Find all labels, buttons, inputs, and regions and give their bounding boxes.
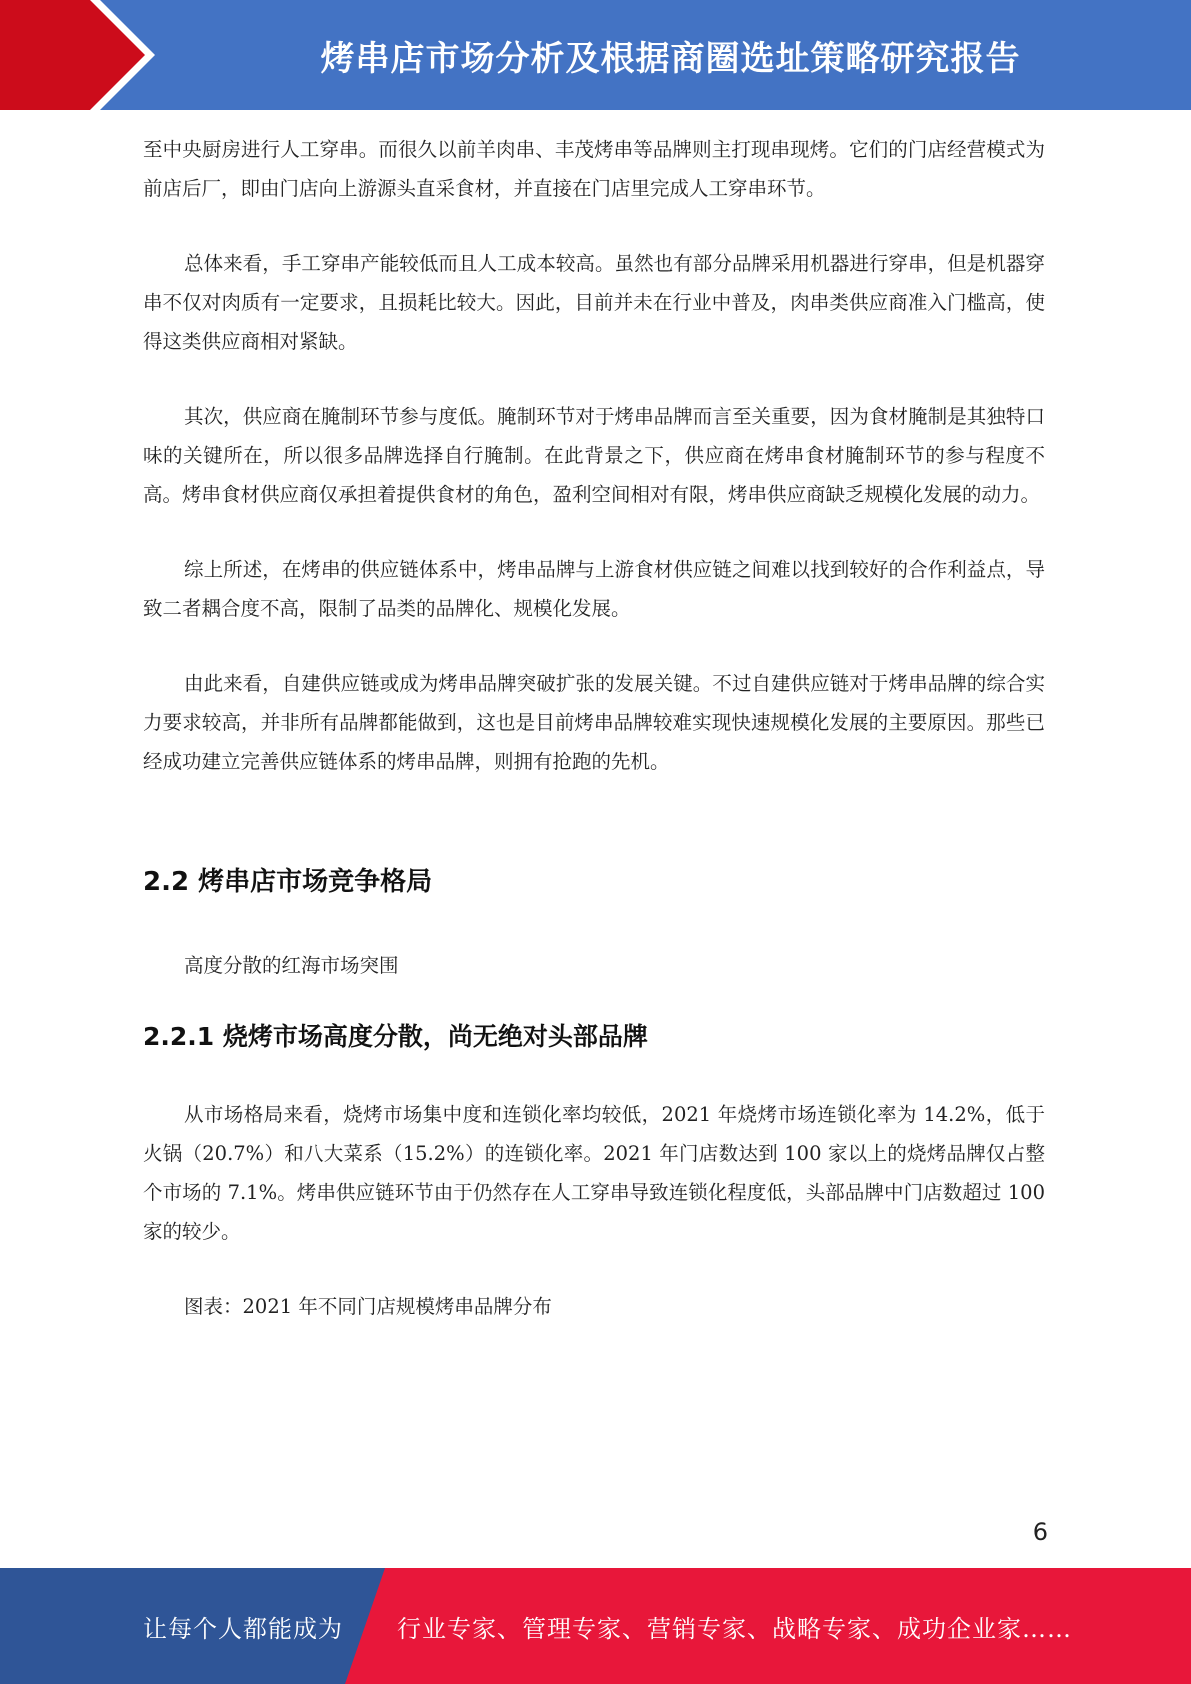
page-number: 6 <box>1032 1518 1048 1546</box>
paragraph-3: 其次，供应商在腌制环节参与度低。腌制环节对于烤串品牌而言至关重要，因为食材腌制是其独特口味的关键所在，所以很多品牌选择自行腌制。在此背景之下，供应商在烤串食材腌制环节的参与程度不高。烤串食材供应商仅承担着提供食材的角色，盈利空间相对有限，烤串供应商缺乏规模化发展的动力。 <box>143 405 1045 506</box>
section-intro: 高度分散的红海市场突围 <box>184 954 399 977</box>
document-title: 烤串店市场分析及根据商圈选址策略研究报告 <box>320 38 1021 79</box>
footer-slogan-right: 行业专家、管理专家、营销专家、战略专家、成功企业家…… <box>397 1614 1072 1643</box>
paragraph-1: 至中央厨房进行人工穿串。而很久以前羊肉串、丰茂烤串等品牌则主打现串现烤。它们的门店经营模式为前店后厂，即由门店向上游源头直采食材，并直接在门店里完成人工穿串环节。 <box>143 138 1045 200</box>
paragraph-4: 综上所述，在烤串的供应链体系中，烤串品牌与上游食材供应链之间难以找到较好的合作利益点，导致二者耦合度不高，限制了品类的品牌化、规模化发展。 <box>143 558 1045 620</box>
paragraph-5: 由此来看，自建供应链或成为烤串品牌突破扩张的发展关键。不过自建供应链对于烤串品牌的综合实力要求较高，并非所有品牌都能做到，这也是目前烤串品牌较难实现快速规模化发展的主要原因。那些已经成功建立完善供应链体系的烤串品牌，则拥有抢跑的先机。 <box>143 672 1045 773</box>
paragraph-6: 从市场格局来看，烧烤市场集中度和连锁化率均较低，2021 年烧烤市场连锁化率为 14.2%，低于火锅（20.7%）和八大菜系（15.2%）的连锁化率。2021 年门店数达到 100 家以上的烧烤品牌仅占整个市场的 7.1%。烤串供应链环节由于仍然存在人工穿串导致连锁化程度低，头部品牌中门店数超过 100 家的较少。 <box>143 1103 1045 1243</box>
subsection-heading: 2.2.1 烧烤市场高度分散，尚无绝对头部品牌 <box>143 1022 648 1051</box>
footer-bar <box>0 1568 1191 1684</box>
footer-slogan-left: 让每个人都能成为 <box>143 1614 343 1643</box>
paragraph-2: 总体来看，手工穿串产能较低而且人工成本较高。虽然也有部分品牌采用机器进行穿串，但是机器穿串不仅对肉质有一定要求，且损耗比较大。因此，目前并未在行业中普及，肉串类供应商准入门槛高，使得这类供应商相对紧缺。 <box>143 252 1045 353</box>
header-arrow-decoration <box>0 0 160 110</box>
section-heading: 2.2 烤串店市场竞争格局 <box>143 867 433 897</box>
main-content <box>143 130 1045 1326</box>
header-bar <box>0 0 1191 110</box>
figure-caption: 图表：2021 年不同门店规模烤串品牌分布 <box>184 1295 552 1318</box>
